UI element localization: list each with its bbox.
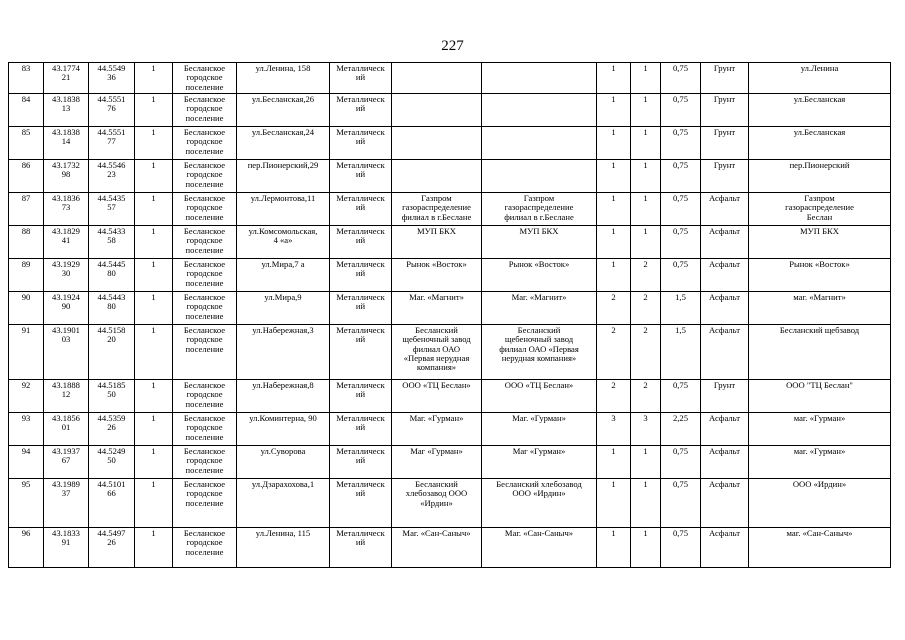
note-cell: ул.Бесланская [749,127,891,160]
note-cell: маг. «Гурман» [749,413,891,446]
note-cell: ул.Бесланская [749,94,891,127]
table-row [9,160,891,193]
container-count-cell: 1 [135,193,173,226]
volume-cell: 0,75 [661,193,701,226]
row-number: 95 [9,479,44,528]
user-cell: Бесланский щебеночный завод филиал ОАО «Первая нерудная компания» [482,325,597,380]
volume-cell: 0,75 [661,160,701,193]
longitude-cell: 44.5249 50 [89,446,135,479]
material-cell: Металлическ ий [330,94,392,127]
note-cell: пер.Пионерский [749,160,891,193]
volume-cell: 1,5 [661,292,701,325]
container-count-cell: 1 [135,528,173,568]
material-cell: Металлическ ий [330,226,392,259]
count-a-cell: 1 [597,528,631,568]
count-b-cell: 1 [631,479,661,528]
settlement-cell: Бесланское городское поселение [173,193,237,226]
owner-cell [392,63,482,94]
table-row [9,380,891,413]
note-cell: Газпром газораспределение Беслан [749,193,891,226]
table-row [9,292,891,325]
user-cell: Газпром газораспределение филиал в г.Беслане [482,193,597,226]
surface-cell: Грунт [701,380,749,413]
volume-cell: 2,25 [661,413,701,446]
user-cell [482,63,597,94]
volume-cell: 0,75 [661,446,701,479]
table-row [9,446,891,479]
owner-cell [392,160,482,193]
settlement-cell: Бесланское городское поселение [173,292,237,325]
longitude-cell: 44.5445 80 [89,259,135,292]
count-b-cell: 1 [631,94,661,127]
volume-cell: 1,5 [661,325,701,380]
material-cell: Металлическ ий [330,160,392,193]
count-a-cell: 1 [597,226,631,259]
address-cell: ул.Мира,7 а [237,259,330,292]
latitude-cell: 43.1774 21 [44,63,89,94]
row-number: 90 [9,292,44,325]
note-cell: маг. «Гурман» [749,446,891,479]
material-cell: Металлическ ий [330,259,392,292]
volume-cell: 0,75 [661,528,701,568]
longitude-cell: 44.5433 58 [89,226,135,259]
longitude-cell: 44.5549 36 [89,63,135,94]
surface-cell: Грунт [701,94,749,127]
table-row [9,63,891,94]
longitude-cell: 44.5158 20 [89,325,135,380]
surface-cell: Асфальт [701,413,749,446]
container-count-cell: 1 [135,413,173,446]
address-cell: пер.Пионерский,29 [237,160,330,193]
settlement-cell: Бесланское городское поселение [173,94,237,127]
waste-sites-table [8,62,891,568]
longitude-cell: 44.5546 23 [89,160,135,193]
owner-cell: Рынок «Восток» [392,259,482,292]
row-number: 88 [9,226,44,259]
user-cell: Маг. «Гурман» [482,413,597,446]
count-b-cell: 2 [631,259,661,292]
volume-cell: 0,75 [661,226,701,259]
surface-cell: Грунт [701,127,749,160]
user-cell: ООО «ТЦ Беслан» [482,380,597,413]
longitude-cell: 44.5497 26 [89,528,135,568]
container-count-cell: 1 [135,226,173,259]
user-cell: Маг. «Магнит» [482,292,597,325]
user-cell [482,160,597,193]
material-cell: Металлическ ий [330,193,392,226]
count-a-cell: 1 [597,127,631,160]
surface-cell: Асфальт [701,259,749,292]
count-b-cell: 1 [631,160,661,193]
surface-cell: Асфальт [701,479,749,528]
settlement-cell: Бесланское городское поселение [173,528,237,568]
volume-cell: 0,75 [661,479,701,528]
owner-cell: Маг. «Гурман» [392,413,482,446]
longitude-cell: 44.5185 50 [89,380,135,413]
address-cell: ул.Бесланская,24 [237,127,330,160]
container-count-cell: 1 [135,160,173,193]
settlement-cell: Бесланское городское поселение [173,413,237,446]
note-cell: ул.Ленина [749,63,891,94]
table-row [9,325,891,380]
surface-cell: Асфальт [701,292,749,325]
surface-cell: Асфальт [701,193,749,226]
user-cell [482,127,597,160]
table-row [9,413,891,446]
table-row [9,94,891,127]
count-b-cell: 2 [631,380,661,413]
table-row [9,193,891,226]
count-b-cell: 2 [631,292,661,325]
owner-cell: Бесланский щебеночный завод филиал ОАО «Первая нерудная компания» [392,325,482,380]
table-row [9,528,891,568]
owner-cell: Маг «Гурман» [392,446,482,479]
row-number: 93 [9,413,44,446]
count-b-cell: 3 [631,413,661,446]
count-b-cell: 2 [631,325,661,380]
latitude-cell: 43.1937 67 [44,446,89,479]
latitude-cell: 43.1836 73 [44,193,89,226]
count-b-cell: 1 [631,63,661,94]
address-cell: ул.Суворова [237,446,330,479]
material-cell: Металлическ ий [330,292,392,325]
owner-cell: Маг. «Сан-Саныч» [392,528,482,568]
note-cell: Бесланский щебзавод [749,325,891,380]
surface-cell: Асфальт [701,528,749,568]
address-cell: ул.Бесланская,26 [237,94,330,127]
row-number: 92 [9,380,44,413]
user-cell: Маг. «Сан-Саныч» [482,528,597,568]
count-a-cell: 1 [597,160,631,193]
latitude-cell: 43.1924 90 [44,292,89,325]
latitude-cell: 43.1901 03 [44,325,89,380]
address-cell: ул.Ленина, 115 [237,528,330,568]
table-row [9,226,891,259]
container-count-cell: 1 [135,292,173,325]
user-cell: Рынок «Восток» [482,259,597,292]
latitude-cell: 43.1833 91 [44,528,89,568]
count-b-cell: 1 [631,446,661,479]
material-cell: Металлическ ий [330,479,392,528]
count-a-cell: 1 [597,479,631,528]
volume-cell: 0,75 [661,94,701,127]
material-cell: Металлическ ий [330,127,392,160]
latitude-cell: 43.1888 12 [44,380,89,413]
row-number: 96 [9,528,44,568]
count-a-cell: 3 [597,413,631,446]
row-number: 83 [9,63,44,94]
container-count-cell: 1 [135,446,173,479]
row-number: 87 [9,193,44,226]
owner-cell: Маг. «Магнит» [392,292,482,325]
settlement-cell: Бесланское городское поселение [173,325,237,380]
note-cell: ООО «Ирдин» [749,479,891,528]
latitude-cell: 43.1838 13 [44,94,89,127]
user-cell [482,94,597,127]
count-b-cell: 1 [631,193,661,226]
note-cell: Рынок «Восток» [749,259,891,292]
user-cell: МУП БКХ [482,226,597,259]
address-cell: ул.Набережная,8 [237,380,330,413]
owner-cell [392,94,482,127]
container-count-cell: 1 [135,380,173,413]
count-a-cell: 2 [597,292,631,325]
user-cell: Бесланский хлебозавод ООО «Ирдин» [482,479,597,528]
settlement-cell: Бесланское городское поселение [173,259,237,292]
material-cell: Металлическ ий [330,325,392,380]
count-b-cell: 1 [631,528,661,568]
surface-cell: Асфальт [701,446,749,479]
settlement-cell: Бесланское городское поселение [173,446,237,479]
user-cell: Маг «Гурман» [482,446,597,479]
surface-cell: Грунт [701,160,749,193]
count-a-cell: 1 [597,193,631,226]
note-cell: ООО "ТЦ Беслан" [749,380,891,413]
address-cell: ул.Дзарахохова,1 [237,479,330,528]
volume-cell: 0,75 [661,380,701,413]
settlement-cell: Бесланское городское поселение [173,160,237,193]
longitude-cell: 44.5551 76 [89,94,135,127]
count-a-cell: 1 [597,63,631,94]
latitude-cell: 43.1838 14 [44,127,89,160]
count-a-cell: 1 [597,259,631,292]
surface-cell: Грунт [701,63,749,94]
material-cell: Металлическ ий [330,446,392,479]
owner-cell: Бесланский хлебозавод ООО «Ирдин» [392,479,482,528]
note-cell: маг. «Магнит» [749,292,891,325]
count-a-cell: 2 [597,380,631,413]
surface-cell: Асфальт [701,226,749,259]
table-row [9,127,891,160]
container-count-cell: 1 [135,259,173,292]
count-b-cell: 1 [631,226,661,259]
container-count-cell: 1 [135,479,173,528]
longitude-cell: 44.5443 80 [89,292,135,325]
surface-cell: Асфальт [701,325,749,380]
note-cell: МУП БКХ [749,226,891,259]
count-a-cell: 2 [597,325,631,380]
volume-cell: 0,75 [661,63,701,94]
address-cell: ул.Коминтерна, 90 [237,413,330,446]
address-cell: ул.Лермонтова,11 [237,193,330,226]
longitude-cell: 44.5551 77 [89,127,135,160]
material-cell: Металлическ ий [330,413,392,446]
material-cell: Металлическ ий [330,528,392,568]
container-count-cell: 1 [135,325,173,380]
longitude-cell: 44.5435 57 [89,193,135,226]
owner-cell: ООО «ТЦ Беслан» [392,380,482,413]
latitude-cell: 43.1989 37 [44,479,89,528]
row-number: 85 [9,127,44,160]
longitude-cell: 44.5359 26 [89,413,135,446]
count-b-cell: 1 [631,127,661,160]
volume-cell: 0,75 [661,259,701,292]
count-a-cell: 1 [597,94,631,127]
row-number: 91 [9,325,44,380]
owner-cell: МУП БКХ [392,226,482,259]
table-row [9,259,891,292]
material-cell: Металлическ ий [330,63,392,94]
page-number: 227 [441,38,464,54]
address-cell: ул.Набережная,3 [237,325,330,380]
container-count-cell: 1 [135,127,173,160]
table-row [9,479,891,528]
row-number: 84 [9,94,44,127]
latitude-cell: 43.1732 98 [44,160,89,193]
address-cell: ул.Комсомольская, 4 «а» [237,226,330,259]
latitude-cell: 43.1856 01 [44,413,89,446]
settlement-cell: Бесланское городское поселение [173,380,237,413]
count-a-cell: 1 [597,446,631,479]
longitude-cell: 44.5101 66 [89,479,135,528]
row-number: 89 [9,259,44,292]
row-number: 86 [9,160,44,193]
owner-cell: Газпром газораспределение филиал в г.Беслане [392,193,482,226]
latitude-cell: 43.1829 41 [44,226,89,259]
settlement-cell: Бесланское городское поселение [173,226,237,259]
address-cell: ул.Мира,9 [237,292,330,325]
container-count-cell: 1 [135,94,173,127]
settlement-cell: Бесланское городское поселение [173,479,237,528]
owner-cell [392,127,482,160]
settlement-cell: Бесланское городское поселение [173,63,237,94]
volume-cell: 0,75 [661,127,701,160]
address-cell: ул.Ленина, 158 [237,63,330,94]
material-cell: Металлическ ий [330,380,392,413]
note-cell: маг. «Сан-Саныч» [749,528,891,568]
container-count-cell: 1 [135,63,173,94]
row-number: 94 [9,446,44,479]
settlement-cell: Бесланское городское поселение [173,127,237,160]
latitude-cell: 43.1929 30 [44,259,89,292]
